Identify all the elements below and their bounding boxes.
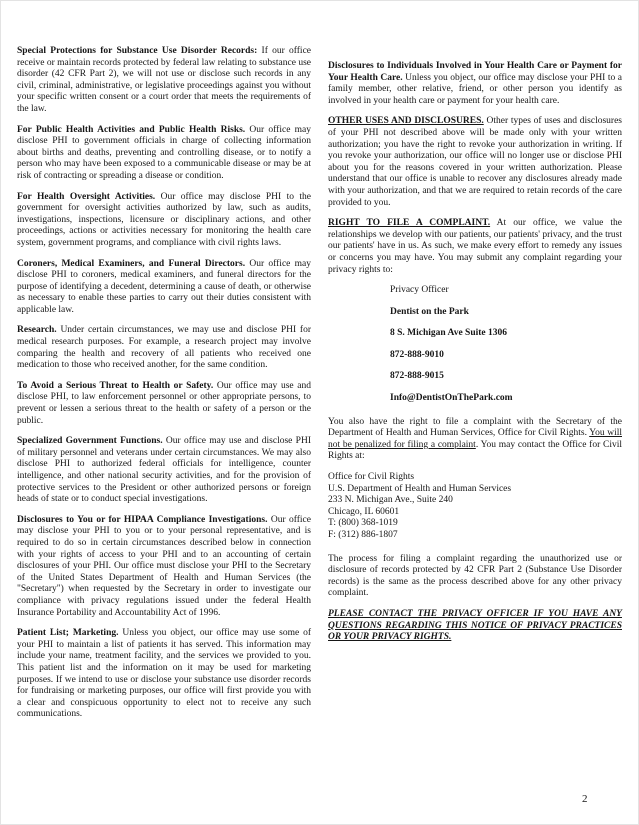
paragraph-title: For Public Health Activities and Public Health Risks.	[17, 124, 246, 135]
paragraph-body: Under certain circumstances, we may use and disclose PHI for medical research purposes. For example, a research project may involve comparing the health and recovery of all patients who received one medication to those who received another, for the same condition.	[17, 325, 311, 371]
paragraph-body: Our office may use and disclose PHI, to law enforcement personnel or other appropriate persons, to prevent or lessen a serious threat to the health or safety of a person or the public.	[17, 380, 311, 426]
paragraph-contact-privacy-officer-notice: PLEASE CONTACT THE PRIVACY OFFICER IF YOU HAVE ANY QUESTIONS REGARDING THIS NOTICE OF PRIVACY PRACTICES OR YOUR PRIVACY RIGHTS.	[328, 608, 622, 643]
practice-phone: 872-888-9010	[390, 349, 444, 360]
practice-address: 8 S. Michigan Ave Suite 1306	[390, 328, 507, 339]
paragraph-42cfr-complaint-process: The process for filing a complaint regarding the unauthorized use or disclosure of records protected by 42 CFR Part 2 (Substance Use Disorder records) is the same as the process described above for any other privacy complaint.	[328, 553, 622, 599]
paragraph-health-oversight	[17, 192, 311, 250]
paragraph-body: Our office may disclose PHI to coroners, medical examiners, and funeral directors for the purpose of identifying a decedent, determining a cause of death, or otherwise as necessary to enable these parties to carry out their duties consistent with applicable law.	[17, 258, 311, 315]
paragraph-title: Special Protections for Substance Use Disorder Records:	[17, 46, 258, 56]
paragraph-body: Unless you object, our office may use some of your PHI to maintain a list of patients it has served. This information may include your name, treatment facility, and the services we provided to you. This patient list and the information on it may be used for marketing purposes. If we intend to use or disclose your substance use disorder records for fundraising or marketing purposes, our office will first provide you with a clear and conspicuous opportunity to elect not to receive any such communications.	[17, 628, 311, 720]
paragraph-body: Unless you object, our office may disclose your PHI to a family member, other relative, friend, or other person you identify as involved in your health care or payment for your health care.	[328, 72, 622, 106]
paragraph-body: At our office, we value the relationships we develop with our patients, our patients' privacy, and the trust our patients' have in us. As such, we make every effort to remedy any issues or concerns you may have. You may submit any complaint regarding your privacy rights to:	[328, 218, 622, 275]
paragraph-hipaa-investigations	[17, 515, 311, 619]
paragraph-title: To Avoid a Serious Threat to Health or Safety.	[17, 380, 214, 391]
paragraph-body: You also have the right to file a complaint with the Secretary of the Department of Health and Human Services, Office for Civil Rights.	[328, 416, 622, 439]
address-line: Office for Civil Rights	[328, 472, 415, 483]
paragraph-title: For Health Oversight Activities.	[17, 191, 156, 202]
address-line: T: (800) 368-1019	[328, 518, 398, 529]
paragraph-government-functions	[17, 436, 311, 506]
privacy-officer-contact-block	[390, 285, 622, 405]
address-line: 233 N. Michigan Ave., Suite 240	[328, 495, 453, 506]
paragraph-public-health	[17, 125, 311, 183]
contact-role: Privacy Officer	[390, 285, 449, 296]
paragraph-body: Our office may disclose PHI to the government for oversight activities authorized by law, such as audits, investigations, inspections, licensure or disciplinary actions, and other proceedings, actions or activities necessary for monitoring the health care system, government programs, and compliance with civil rights laws.	[17, 191, 311, 248]
address-line: F: (312) 886-1807	[328, 530, 398, 540]
paragraph-body: Our office may disclose your PHI to you or to your personal representative, and is required to do so in certain circumstances described below in connection with your rights of access to your PHI and to an accounting of certain disclosures of your PHI. Our office must disclose your PHI to the Secretary of the United States Department of Health and Human Services (the "Secretary") when requested by the Secretary in order to investigate our compliance with privacy regulations issued under the federal Health Insurance Portability and Accountability Act of 1996.	[17, 514, 311, 618]
practice-fax: 872-888-9015	[390, 371, 444, 382]
address-line: Chicago, IL 60601	[328, 506, 400, 517]
paragraph-research	[17, 325, 311, 371]
paragraph-body: Other types of uses and disclosures of your PHI not described above will be made only with your written authorization; you have the right to revoke your authorization in writing. If you revoke your authorization, our office will no longer use or disclose PHI about you for the reasons covered in your written authorization. Please understand that our office is unable to recover any disclosures already made with your authorization, and that we are required to retain records of the care provided to you.	[328, 116, 623, 208]
paragraph-hhs-complaint	[328, 417, 622, 463]
paragraph-serious-threat	[17, 381, 311, 427]
address-line: U.S. Department of Health and Human Services	[328, 483, 512, 494]
paragraph-body: . You may contact the Office for Civil Rights at:	[328, 439, 622, 462]
paragraph-title: RIGHT TO FILE A COMPLAINT.	[328, 218, 491, 229]
paragraph-body: Our office may use and disclose PHI of military personnel and veterans under certain circumstances. We may also disclose PHI to authorized federal officials for intelligence, counter intelligence, and other national security activities, and for the provision of protective services to the President or other authorized persons or foreign heads of state or to conduct special investigations.	[17, 436, 311, 505]
paragraph-special-protections	[17, 46, 311, 116]
paragraph-title: Coroners, Medical Examiners, and Funeral Directors.	[17, 258, 246, 269]
paragraph-other-uses	[328, 116, 622, 209]
paragraph-title: Disclosures to Individuals Involved in Your Health Care or Payment for Your Health Care.	[328, 61, 622, 83]
paragraph-patient-list-marketing	[17, 628, 311, 721]
right-column	[328, 46, 622, 730]
paragraph-body: Our office may disclose PHI to government officials in charge of collecting information about births and deaths, preventing and controlling disease, or to notify a person who may have been exposed to a communicable disease or may be at risk of contracting or spreading a disease or condition.	[17, 124, 311, 181]
paragraph-title: Patient List; Marketing.	[17, 628, 119, 639]
practice-name: Dentist on the Park	[390, 306, 469, 317]
paragraph-title: OTHER USES AND DISCLOSURES.	[328, 116, 484, 127]
two-column-layout	[17, 46, 622, 730]
left-column	[17, 46, 311, 730]
paragraph-title: Disclosures to You or for HIPAA Compliance Investigations.	[17, 514, 268, 525]
underlined-phrase: You will not be penalized for filing a complaint	[328, 428, 622, 450]
paragraph-individuals-involved	[328, 61, 622, 107]
office-for-civil-rights-address-block	[328, 472, 622, 542]
paragraph-title: Specialized Government Functions.	[17, 436, 163, 447]
practice-email: Info@DentistOnThePark.com	[390, 393, 513, 404]
paragraph-right-to-file-complaint	[328, 218, 622, 276]
paragraph-title: Research.	[17, 325, 57, 336]
page-number: 2	[582, 793, 588, 805]
paragraph-coroners	[17, 259, 311, 317]
paragraph-body: If our office receive or maintain records protected by federal law relating to substance use disorder (42 CFR Part 2), we will not use or disclose such records in any civil, criminal, administrative, or legislative proceedings against you without your specific written consent or a court order that meets the requirements of the law.	[17, 46, 311, 114]
